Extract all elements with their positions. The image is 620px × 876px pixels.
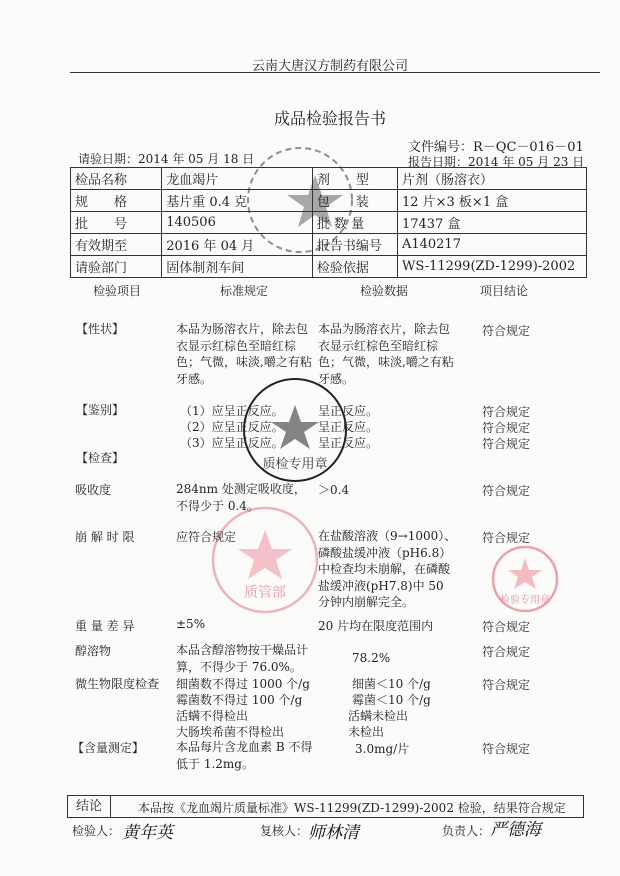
info-value: 固体制剂车间	[162, 256, 313, 278]
info-label: 有效期至	[71, 234, 162, 256]
standard-text: 本品含醇溶物按干燥品计算，不得少于 76.0%。	[176, 643, 309, 674]
info-label: 请验部门	[71, 256, 162, 278]
standard-text: （3）应呈正反应。	[180, 436, 284, 450]
stamp-label: 检验专用章	[500, 595, 550, 606]
result-text: 符合规定	[482, 437, 531, 451]
inspector-label: 检验人：	[72, 824, 121, 838]
info-value: 140506	[162, 212, 313, 234]
info-value: WS-11299(ZD-1299)-2002	[397, 256, 586, 278]
info-value: 基片重 0.4 克	[162, 190, 313, 212]
result-text: 符合规定	[482, 678, 531, 692]
conclusion-label: 结论	[68, 796, 111, 817]
data-text: 未检出	[348, 725, 385, 739]
red-qa-stamp	[210, 505, 320, 615]
item-label: 【含量测定】	[72, 741, 145, 755]
info-value: 龙血竭片	[162, 168, 313, 190]
stamp-label: 质检专用章	[262, 457, 328, 472]
inspector-signature: 黄年英	[122, 823, 173, 843]
data-text: 本品为肠溶衣片，除去包衣显示红棕色至暗红棕色；气微，味淡,嚼之有粘牙感。	[318, 322, 454, 386]
info-table	[70, 167, 587, 278]
data-text: 78.2%	[352, 651, 391, 665]
info-row	[71, 234, 587, 256]
head-signature: 严德海	[490, 820, 541, 840]
col-header-item: 检验项目	[93, 284, 142, 298]
item-label: 吸收度	[75, 483, 112, 497]
data-text: 呈正反应。	[318, 420, 379, 434]
result-text: 符合规定	[482, 531, 531, 545]
item-label: 微生物限度检查	[75, 677, 160, 691]
standard-text: 大肠埃希菌不得检出	[176, 725, 285, 739]
data-text: 活螨未检出	[348, 709, 409, 723]
standard-text: 应符合规定	[176, 530, 237, 544]
data-text: 呈正反应。	[318, 404, 379, 418]
info-value: 12 片×3 板×1 盒	[397, 190, 586, 212]
info-label: 剂 型	[312, 168, 397, 190]
info-label: 批 号	[71, 212, 162, 234]
reviewer-label: 复核人：	[260, 824, 309, 838]
result-text: 符合规定	[482, 742, 531, 756]
info-label: 包 装	[312, 190, 397, 212]
standard-text: ±5%	[176, 617, 206, 631]
info-row	[71, 168, 587, 190]
data-text: 细菌＜10 个/g	[352, 677, 431, 691]
company-name: 云南大唐汉方制药有限公司	[251, 59, 408, 74]
info-label: 批 数 量	[312, 212, 397, 234]
standard-text: 284nm 处测定吸收度，不得少于 0.4。	[176, 482, 306, 513]
report-title: 成品检验报告书	[273, 109, 386, 128]
item-label: 【鉴别】	[76, 403, 125, 417]
report-date: 报告日期：2014 年 05 月 23 日	[408, 155, 585, 169]
info-value: 片剂（肠溶衣）	[397, 168, 586, 190]
header-rule	[70, 72, 600, 73]
info-label: 报告书编号	[312, 234, 397, 256]
data-text: 20 片均在限度范围内	[318, 619, 434, 633]
item-label: 醇溶物	[75, 644, 112, 658]
result-text: 符合规定	[482, 645, 531, 659]
item-label: 【检查】	[76, 451, 125, 465]
standard-text: 细菌数不得过 1000 个/g	[176, 677, 310, 691]
info-label: 检验依据	[312, 256, 397, 278]
standard-text: 本品为肠溶衣片，除去包衣显示红棕色至暗红棕色；气微，味淡,嚼之有粘牙感。	[176, 322, 312, 386]
col-header-result: 项目结论	[480, 284, 529, 298]
info-value: 17437 盒	[397, 212, 586, 234]
standard-text: 霉菌数不得过 100 个/g	[176, 693, 303, 707]
standard-text: 活螨不得检出	[176, 709, 249, 723]
result-text: 符合规定	[482, 484, 531, 498]
col-header-data: 检验数据	[360, 284, 409, 298]
info-label: 规 格	[71, 190, 162, 212]
item-label: 重 量 差 异	[75, 619, 135, 633]
standard-text: （1）应呈正反应。	[180, 404, 284, 418]
data-text: 3.0mg/片	[355, 742, 410, 756]
request-date: 请验日期：2014 年 05 月 18 日	[78, 152, 255, 166]
stamp-label: 质管部	[244, 585, 286, 601]
result-text: 符合规定	[482, 324, 531, 338]
result-text: 符合规定	[482, 620, 531, 634]
info-row	[71, 256, 587, 278]
head-label: 负责人：	[442, 824, 491, 838]
info-label: 检品名称	[71, 168, 162, 190]
reviewer-signature: 师林清	[308, 823, 359, 843]
info-value: 2016 年 04 月	[162, 234, 313, 256]
item-label: 【性状】	[76, 322, 125, 336]
item-label: 崩 解 时 限	[75, 530, 135, 544]
red-inspection-stamp	[485, 544, 565, 614]
info-row	[71, 212, 587, 234]
conclusion-text: 本品按《龙血竭片质量标准》WS-11299(ZD-1299)-2002 检验，结果符合规定	[138, 801, 566, 815]
standard-text: 本品每片含龙血素 B 不得低于 1.2mg。	[176, 740, 313, 771]
data-text: 在盐酸溶液（9→1000）、磷酸盐缓冲液（pH6.8）中检查均未崩解，在磷酸盐缓冲液(pH7.8)中 50 分钟内崩解完全。	[318, 529, 457, 609]
info-value: A140217	[397, 234, 586, 256]
data-text: 呈正反应。	[318, 436, 379, 450]
info-row	[71, 190, 587, 212]
standard-text: （2）应呈正反应。	[180, 420, 284, 434]
data-text: 霉菌＜10 个/g	[352, 693, 431, 707]
file-number: 文件编号：R－QC－016－01	[408, 140, 584, 155]
col-header-standard: 标准规定	[220, 284, 269, 298]
data-text: ＞0.4	[318, 483, 350, 497]
result-text: 符合规定	[482, 421, 531, 435]
result-text: 符合规定	[482, 405, 531, 419]
